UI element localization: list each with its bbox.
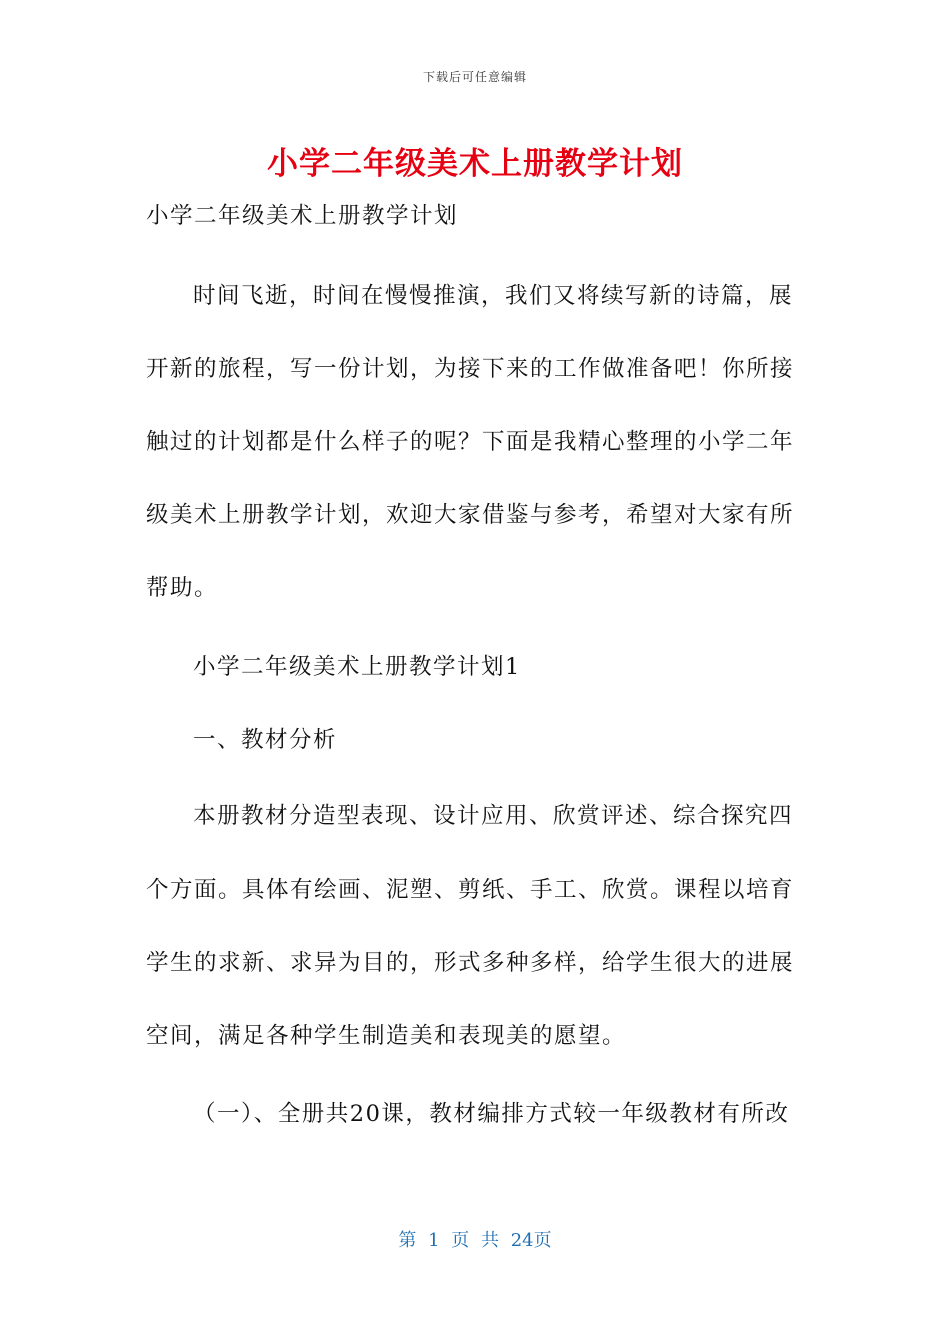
- body-line-3: 学生的求新、求异为目的，形式多种多样，给学生很大的进展: [146, 950, 795, 976]
- document-title: 小学二年级美术上册教学计划: [267, 146, 683, 182]
- intro-line-1: 时间飞逝，时间在慢慢推演，我们又将续写新的诗篇，展: [193, 283, 794, 309]
- intro-line-5: 帮助。: [146, 575, 219, 601]
- section-heading: 一、教材分析: [193, 727, 338, 753]
- document-subtitle: 小学二年级美术上册教学计划: [146, 203, 459, 229]
- intro-line-2: 开新的旅程，写一份计划，为接下来的工作做准备吧！你所接: [146, 356, 795, 382]
- body-line-4: 空间，满足各种学生制造美和表现美的愿望。: [146, 1023, 627, 1049]
- header-note: 下载后可任意编辑: [422, 70, 527, 84]
- intro-line-4: 级美术上册教学计划，欢迎大家借鉴与参考，希望对大家有所: [146, 502, 795, 528]
- plan-heading: 小学二年级美术上册教学计划1: [193, 654, 521, 680]
- item-line: （一）、全册共20课，教材编排方式较一年级教材有所改: [193, 1101, 790, 1127]
- intro-line-3: 触过的计划都是什么样子的呢？下面是我精心整理的小学二年: [146, 429, 795, 455]
- body-line-2: 个方面。具体有绘画、泥塑、剪纸、手工、欣赏。课程以培育: [146, 877, 795, 903]
- page-number: 第 1 页 共 24页: [398, 1230, 552, 1251]
- body-line-1: 本册教材分造型表现、设计应用、欣赏评述、综合探究四: [193, 803, 794, 829]
